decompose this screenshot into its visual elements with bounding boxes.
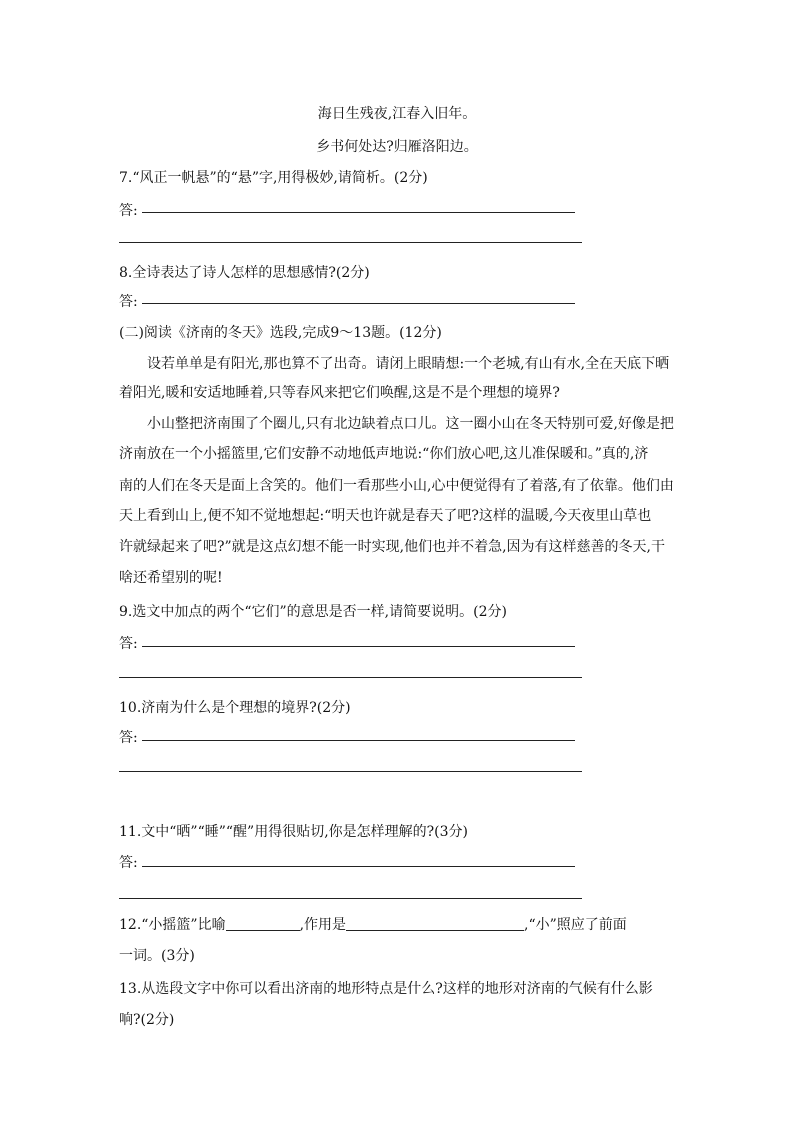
question-8: 8.全诗表达了诗人怎样的思想感情?(2分): [119, 265, 370, 281]
passage-line: 设若单单是有阳光,那也算不了出奇。请闭上眼睛想:一个老城,有山有水,全在天底下晒: [147, 356, 670, 372]
fill-blank-2[interactable]: [346, 916, 524, 931]
answer-line-9b[interactable]: [119, 677, 582, 678]
question-9: 9.选文中加点的两个“它们”的意思是否一样,请简要说明。(2分): [119, 604, 507, 620]
answer-line-10b[interactable]: [119, 771, 582, 772]
question-7: 7.“风正一帆悬”的“悬”字,用得极妙,请简析。(2分): [119, 170, 428, 186]
question-13-line-2: 响?(2分): [119, 1012, 175, 1028]
answer-line-9a[interactable]: [142, 646, 575, 647]
fill-blank-1[interactable]: [226, 916, 300, 931]
passage-line: 许就绿起来了吧?”就是这点幻想不能一时实现,他们也并不着急,因为有这样慈善的冬天,干: [119, 539, 666, 555]
passage-line: 天上看到山上,便不知不觉地想起:“明天也许就是春天了吧?这样的温暖,今天夜里山草也: [119, 508, 652, 524]
answer-label-10: 答:: [119, 730, 138, 746]
question-12-part-1: 12.“小摇篮”比喻: [119, 917, 226, 933]
section-2-heading: (二)阅读《济南的冬天》选段,完成9～13题。(12分): [119, 325, 442, 341]
answer-line-7b[interactable]: [119, 242, 582, 243]
passage-line: 着阳光,暖和安适地睡着,只等春风来把它们唤醒,这是不是个理想的境界?: [119, 385, 560, 401]
passage-line: 小山整把济南围了个圈儿,只有北边缺着点口儿。这一圈小山在冬天特别可爱,好像是把: [147, 416, 674, 432]
answer-label-8: 答:: [119, 294, 138, 310]
answer-line-11a[interactable]: [142, 866, 575, 867]
question-13: 13.从选段文字中你可以看出济南的地形特点是什么?这样的地形对济南的气候有什么影: [119, 981, 653, 997]
answer-line-7a[interactable]: [142, 212, 575, 213]
answer-line-11b[interactable]: [119, 898, 582, 899]
passage-line: 济南放在一个小摇篮里,它们安静不动地低声地说:“你们放心吧,这儿准保暖和。”真的,济: [119, 446, 649, 462]
answer-label-7: 答:: [119, 203, 138, 219]
poem-line-1: 海日生残夜,江春入旧年。: [317, 106, 477, 122]
question-10: 10.济南为什么是个理想的境界?(2分): [119, 700, 351, 716]
passage-line: 南的人们在冬天是面上含笑的。他们一看那些小山,心中便觉得有了着落,有了依靠。他们由: [119, 478, 674, 494]
poem-line-2: 乡书何处达?归雁洛阳边。: [316, 139, 478, 155]
question-11: 11.文中“晒”“睡”“醒”用得很贴切,你是怎样理解的?(3分): [119, 824, 468, 840]
answer-label-9: 答:: [119, 636, 138, 652]
answer-line-10a[interactable]: [142, 740, 575, 741]
answer-line-8[interactable]: [142, 303, 575, 304]
question-12-line-2: 一词。(3分): [119, 948, 195, 964]
question-12-part-3: ,“小”照应了前面: [524, 917, 627, 933]
question-12-part-2: ,作用是: [299, 917, 347, 933]
answer-label-11: 答:: [119, 855, 138, 871]
passage-line: 啥还希望别的呢!: [119, 570, 223, 586]
question-12: [119, 914, 627, 934]
